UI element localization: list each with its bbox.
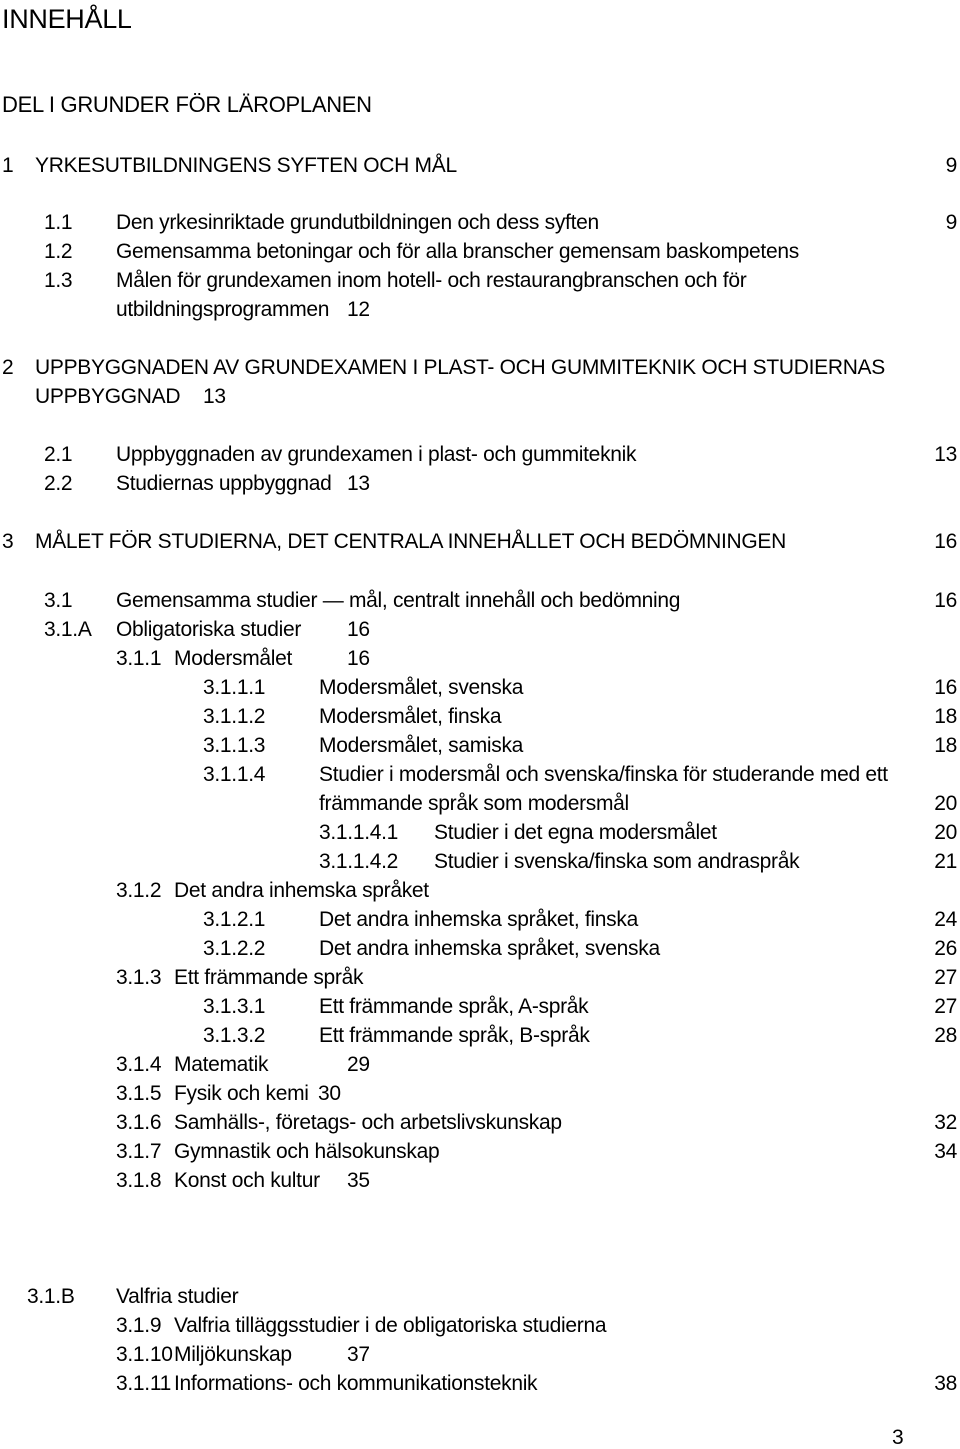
toc-page-number: 38: [934, 1372, 957, 1395]
toc-entry: Studier i svenska/finska som andraspråk: [434, 850, 800, 873]
toc-entry: Obligatoriska studier: [116, 618, 302, 641]
toc-page-number: 13: [347, 472, 370, 495]
toc-entry: Modersmålet, svenska: [319, 676, 524, 699]
toc-number: 3.1.1.1: [203, 676, 266, 699]
toc-entry: Modersmålet: [174, 647, 293, 670]
toc-number: 3.1.1.4.2: [319, 850, 399, 873]
toc-number: 3.1.7: [116, 1140, 162, 1163]
toc-entry: Ett främmande språk, B-språk: [319, 1024, 590, 1047]
toc-entry: Valfria studier: [116, 1285, 239, 1308]
toc-page-number: 13: [203, 385, 226, 408]
toc-entry: Det andra inhemska språket: [174, 879, 429, 902]
toc-heading-continued: UPPBYGGNAD: [35, 385, 181, 408]
toc-number: 3.1.A: [44, 618, 92, 641]
toc-number: 2: [2, 356, 14, 379]
toc-entry-continued: utbildningsprogrammen: [116, 298, 330, 321]
toc-entry: Samhälls-, företags- och arbetslivskunskap: [174, 1111, 562, 1134]
toc-page-number: 13: [934, 443, 957, 466]
toc-page-number: 16: [934, 589, 957, 612]
toc-page-number: 24: [934, 908, 957, 931]
toc-page-number: 21: [934, 850, 957, 873]
toc-entry: Konst och kultur: [174, 1169, 320, 1192]
toc-page-number: 27: [934, 966, 957, 989]
toc-number: 3.1.2.1: [203, 908, 266, 931]
toc-page-number: 37: [347, 1343, 370, 1366]
toc-page-number: 20: [934, 792, 957, 815]
toc-number: 3.1.2: [116, 879, 162, 902]
toc-page-number: 16: [347, 647, 370, 670]
toc-page-number: 28: [934, 1024, 957, 1047]
toc-number: 3.1.2.2: [203, 937, 266, 960]
toc-number: 3.1.1: [116, 647, 162, 670]
toc-number: 1.1: [44, 211, 73, 234]
toc-page-number: 12: [347, 298, 370, 321]
toc-heading: UPPBYGGNADEN AV GRUNDEXAMEN I PLAST- OCH GUMMITEKNIK OCH STUDIERNAS: [35, 356, 885, 379]
toc-entry: Gemensamma studier — mål, centralt innehåll och bedömning: [116, 589, 681, 612]
toc-number: 3.1.1.3: [203, 734, 266, 757]
toc-page-number: 26: [934, 937, 957, 960]
toc-entry: Fysik och kemi: [174, 1082, 309, 1105]
toc-number: 3.1.8: [116, 1169, 162, 1192]
toc-page-number: 18: [934, 705, 957, 728]
toc-number: 3.1.6: [116, 1111, 162, 1134]
toc-entry: Matematik: [174, 1053, 269, 1076]
toc-number: 1.3: [44, 269, 73, 292]
toc-entry: Studier i modersmål och svenska/finska för studerande med ett: [319, 763, 888, 786]
toc-page-number: 9: [945, 211, 957, 234]
toc-number: 1.2: [44, 240, 73, 263]
toc-number: 3.1.1.2: [203, 705, 266, 728]
toc-entry: Miljökunskap: [174, 1343, 292, 1366]
toc-entry: Den yrkesinriktade grundutbildningen och dess syften: [116, 211, 599, 234]
toc-number: 3.1.9: [116, 1314, 162, 1337]
toc-page-number: 16: [934, 530, 957, 553]
toc-page-number: 29: [347, 1053, 370, 1076]
toc-number: 1: [2, 154, 14, 177]
toc-entry: Gemensamma betoningar och för alla branscher gemensam baskompetens: [116, 240, 799, 263]
toc-number: 3.1.10: [116, 1343, 173, 1366]
toc-number: 3.1.3.2: [203, 1024, 266, 1047]
toc-entry: Ett främmande språk, A-språk: [319, 995, 589, 1018]
toc-number: 3.1.5: [116, 1082, 162, 1105]
toc-page-number: 35: [347, 1169, 370, 1192]
toc-heading: YRKESUTBILDNINGENS SYFTEN OCH MÅL: [35, 154, 457, 177]
toc-number: 3.1.3.1: [203, 995, 266, 1018]
toc-page-number: 30: [318, 1082, 341, 1105]
toc-entry: Ett främmande språk: [174, 966, 364, 989]
toc-entry: Det andra inhemska språket, svenska: [319, 937, 660, 960]
toc-number: 3.1.4: [116, 1053, 162, 1076]
toc-heading: MÅLET FÖR STUDIERNA, DET CENTRALA INNEHÅLLET OCH BEDÖMNINGEN: [35, 530, 786, 553]
toc-entry: Valfria tilläggsstudier i de obligatoriska studierna: [174, 1314, 607, 1337]
toc-page-number: 18: [934, 734, 957, 757]
toc-page-number: 16: [934, 676, 957, 699]
toc-number: 3.1.3: [116, 966, 162, 989]
page-number: 3: [892, 1426, 904, 1449]
toc-number: 3.1.1.4: [203, 763, 266, 786]
toc-entry: Informations- och kommunikationsteknik: [174, 1372, 538, 1395]
page-title: INNEHÅLL: [2, 4, 132, 34]
toc-entry: Modersmålet, finska: [319, 705, 502, 728]
toc-entry: Gymnastik och hälsokunskap: [174, 1140, 440, 1163]
toc-page-number: 20: [934, 821, 957, 844]
toc-entry: Det andra inhemska språket, finska: [319, 908, 638, 931]
toc-page-number: 34: [934, 1140, 957, 1163]
toc-number: 3.1.1.4.1: [319, 821, 399, 844]
toc-number: 2.2: [44, 472, 73, 495]
toc-number: 3.1.11: [116, 1372, 172, 1395]
toc-entry: Uppbyggnaden av grundexamen i plast- och gummiteknik: [116, 443, 637, 466]
toc-entry: Studier i det egna modersmålet: [434, 821, 717, 844]
toc-entry-continued: främmande språk som modersmål: [319, 792, 629, 815]
toc-number: 3.1.B: [27, 1285, 75, 1308]
part-heading: DEL I GRUNDER FÖR LÄROPLANEN: [2, 92, 372, 117]
toc-entry: Målen för grundexamen inom hotell- och restaurangbranschen och för: [116, 269, 747, 292]
toc-page-number: 32: [934, 1111, 957, 1134]
toc-number: 2.1: [44, 443, 73, 466]
toc-page-number: 27: [934, 995, 957, 1018]
toc-number: 3.1: [44, 589, 73, 612]
toc-page-number: 9: [945, 154, 957, 177]
toc-page-number: 16: [347, 618, 370, 641]
toc-entry: Modersmålet, samiska: [319, 734, 524, 757]
toc-entry: Studiernas uppbyggnad: [116, 472, 332, 495]
toc-number: 3: [2, 530, 14, 553]
